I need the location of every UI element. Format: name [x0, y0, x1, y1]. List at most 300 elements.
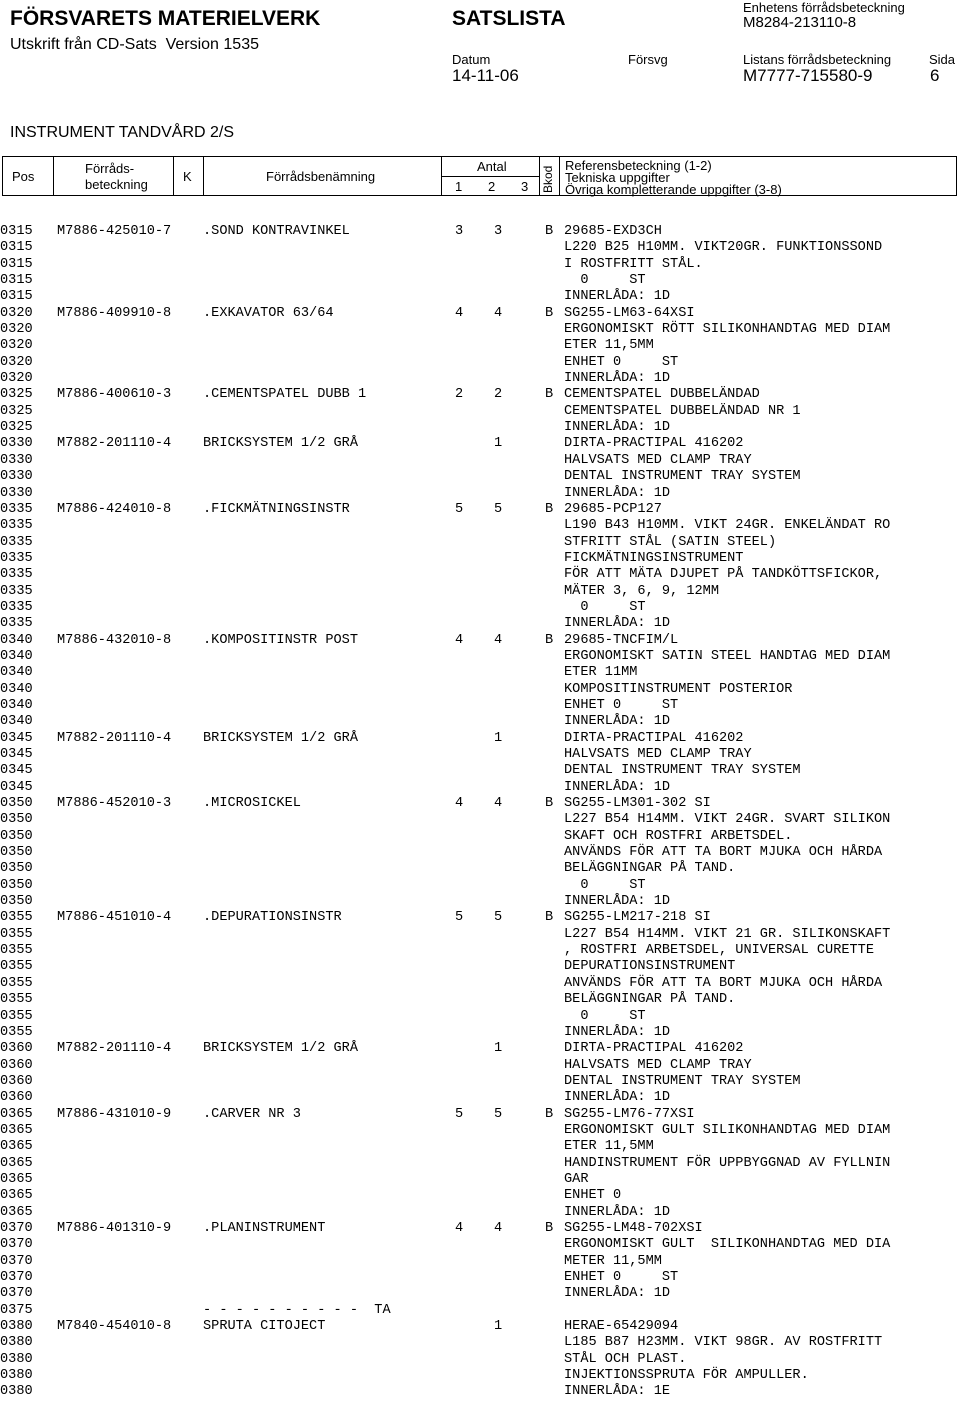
row-info: INJEKTIONSSPRUTA FÖR AMPULLER.	[564, 1368, 809, 1384]
row-info: DIRTA-PRACTIPAL 416202	[564, 730, 744, 746]
row-pos: 0335	[0, 534, 33, 550]
table-row	[0, 714, 960, 730]
row-info: INNERLÅDA: 1D	[564, 420, 671, 436]
page-number: 6	[930, 66, 940, 85]
row-pos: 0355	[0, 1008, 33, 1024]
table-row	[0, 1352, 960, 1368]
row-designation: M7886-452010-3	[57, 796, 172, 812]
row-pos: 0320	[0, 322, 33, 338]
row-info: INNERLÅDA: 1D	[564, 714, 671, 730]
table-row	[0, 959, 960, 975]
column-k: K	[183, 169, 192, 184]
table-row	[0, 355, 960, 371]
row-pos: 0315	[0, 224, 33, 239]
table-row	[0, 338, 960, 354]
table-row	[0, 306, 960, 322]
row-info: ENHET 0 ST	[564, 697, 679, 713]
row-pos: 0355	[0, 959, 33, 975]
column-antal-3: 3	[521, 179, 529, 194]
row-pos: 0320	[0, 371, 33, 387]
table-row	[0, 910, 960, 926]
row-info: INNERLÅDA: 1D	[564, 1024, 671, 1040]
row-pos: 0340	[0, 681, 33, 697]
row-pos: 0335	[0, 567, 33, 583]
row-info: FÖR ATT MÄTA DJUPET PÅ TANDKÖTTSFICKOR,	[564, 567, 883, 583]
table-row	[0, 224, 960, 240]
row-info: BELÄGGNINGAR PÅ TAND.	[564, 861, 736, 877]
row-info: MÄTER 3, 6, 9, 12MM	[564, 583, 719, 599]
column-bkod: Bkod	[541, 165, 555, 193]
row-info: , ROSTFRI ARBETSDEL, UNIVERSAL CURETTE	[564, 943, 874, 959]
row-pos: 0375	[0, 1302, 33, 1318]
row-pos: 0370	[0, 1270, 33, 1285]
row-info: L227 B54 H14MM. VIKT 21 GR. SILIKONSKAFT	[564, 926, 891, 942]
row-pos: 0365	[0, 1106, 33, 1122]
row-qty-2: 4	[494, 632, 503, 648]
row-info: ENHET 0 ST	[564, 354, 679, 370]
row-designation: M7886-425010-7	[57, 224, 172, 239]
table-row	[0, 273, 960, 289]
table-row	[0, 829, 960, 845]
table-row	[0, 1090, 960, 1106]
row-qty-2: 2	[494, 387, 503, 403]
row-info: SG255-LM76-77XSI	[564, 1106, 695, 1122]
row-pos: 0335	[0, 550, 33, 566]
date-label: Datum	[452, 52, 491, 67]
row-pos: 0355	[0, 926, 33, 942]
table-row	[0, 633, 960, 649]
column-antal-1: 1	[455, 179, 463, 194]
table-row	[0, 1156, 960, 1172]
row-qty-1: 5	[455, 1106, 464, 1122]
row-info: INNERLÅDA: 1D	[564, 1090, 671, 1106]
column-ref-line1: Förråds-	[85, 161, 135, 176]
table-row	[0, 861, 960, 877]
row-info: 0 ST	[564, 273, 646, 289]
table-row	[0, 747, 960, 763]
row-qty-2: 5	[494, 501, 503, 517]
table-row	[0, 616, 960, 632]
row-pos: 0350	[0, 828, 33, 844]
row-info: DEPURATIONSINSTRUMENT	[564, 959, 736, 975]
row-pos: 0365	[0, 1204, 33, 1220]
row-pos: 0330	[0, 452, 33, 468]
row-name: BRICKSYSTEM 1/2 GRÅ	[203, 436, 358, 452]
row-pos: 0315	[0, 273, 33, 289]
row-name: .DEPURATIONSINSTR	[203, 910, 342, 926]
row-info: ERGONOMISKT GULT SILIKONHANDTAG MED DIAM	[564, 1122, 891, 1138]
row-info: 29685-TNCFIM/L	[564, 632, 679, 648]
row-designation: M7886-424010-8	[57, 501, 172, 517]
row-designation: M7886-409910-8	[57, 305, 172, 321]
table-row	[0, 1205, 960, 1221]
table-row	[0, 1139, 960, 1155]
table-row	[0, 731, 960, 747]
table-row	[0, 649, 960, 665]
row-pos: 0330	[0, 436, 33, 452]
row-info: INNERLÅDA: 1D	[564, 616, 671, 632]
page-label: Sida	[929, 52, 956, 67]
row-qty-2: 1	[494, 1041, 503, 1057]
row-info: ANVÄNDS FÖR ATT TA BORT MJUKA OCH HÅRDA	[564, 975, 883, 991]
table-row	[0, 453, 960, 469]
row-qty-1: 4	[455, 632, 464, 648]
row-designation: M7882-201110-4	[57, 436, 172, 452]
row-info: HERAE-65429094	[564, 1319, 679, 1335]
row-bkod: B	[545, 1220, 554, 1236]
row-pos: 0350	[0, 861, 33, 877]
column-ref-line2: beteckning	[85, 177, 148, 192]
row-info: ENHET 0	[564, 1188, 622, 1204]
row-pos: 0380	[0, 1384, 33, 1400]
row-pos: 0335	[0, 501, 33, 517]
row-info: STÅL OCH PLAST.	[564, 1351, 687, 1367]
table-row	[0, 486, 960, 502]
table-row	[0, 976, 960, 992]
row-qty-2: 5	[494, 1106, 503, 1122]
row-info: DIRTA-PRACTIPAL 416202	[564, 436, 744, 452]
table-row	[0, 1009, 960, 1025]
forsvg-label: Försvg	[628, 52, 668, 67]
row-pos: 0355	[0, 910, 33, 926]
row-info: FICKMÄTNINGSINSTRUMENT	[564, 550, 744, 566]
row-info: SG255-LM217-218 SI	[564, 910, 711, 926]
column-name: Förrådsbenämning	[266, 169, 376, 184]
table-row	[0, 1237, 960, 1253]
row-pos: 0345	[0, 779, 33, 795]
table-row	[0, 763, 960, 779]
row-pos: 0330	[0, 469, 33, 485]
row-info: ERGONOMISKT GULT SILIKONHANDTAG MED DIA	[564, 1237, 891, 1253]
document-type: SATSLISTA	[452, 7, 566, 30]
row-info: STFRITT STÅL (SATIN STEEL)	[564, 534, 777, 550]
row-pos: 0360	[0, 1073, 33, 1089]
row-pos: 0345	[0, 747, 33, 762]
row-name: .SOND KONTRAVINKEL	[203, 224, 350, 239]
row-info: DENTAL INSTRUMENT TRAY SYSTEM	[564, 469, 801, 485]
row-name: .FICKMÄTNINGSINSTR	[203, 501, 350, 517]
table-row	[0, 1107, 960, 1123]
row-info: 0 ST	[564, 599, 646, 615]
row-qty-1: 5	[455, 910, 464, 926]
row-pos: 0320	[0, 338, 33, 354]
table-row	[0, 698, 960, 714]
table-row	[0, 780, 960, 796]
table-row	[0, 436, 960, 452]
row-pos: 0320	[0, 354, 33, 370]
row-info: INNERLÅDA: 1D	[564, 1204, 671, 1220]
row-pos: 0340	[0, 648, 33, 664]
row-pos: 0335	[0, 518, 33, 534]
item-table	[0, 224, 960, 1401]
table-row	[0, 600, 960, 616]
row-pos: 0315	[0, 256, 33, 272]
row-pos: 0365	[0, 1188, 33, 1204]
row-qty-1: 3	[455, 224, 464, 239]
table-row	[0, 796, 960, 812]
row-pos: 0340	[0, 665, 33, 681]
row-info: INNERLÅDA: 1D	[564, 371, 671, 387]
row-bkod: B	[545, 224, 554, 239]
row-pos: 0365	[0, 1122, 33, 1138]
row-pos: 0345	[0, 730, 33, 746]
row-pos: 0325	[0, 420, 33, 436]
row-qty-1: 2	[455, 387, 464, 403]
row-pos: 0350	[0, 796, 33, 812]
row-info: HALVSATS MED CLAMP TRAY	[564, 452, 752, 468]
row-designation: M7882-201110-4	[57, 1041, 172, 1057]
row-info: 0 ST	[564, 877, 646, 893]
row-bkod: B	[545, 632, 554, 648]
row-pos: 0355	[0, 975, 33, 991]
row-info: HALVSATS MED CLAMP TRAY	[564, 1057, 752, 1073]
row-pos: 0355	[0, 943, 33, 959]
row-info: SG255-LM48-702XSI	[564, 1220, 703, 1236]
row-qty-1: 4	[455, 796, 464, 812]
row-info: GAR	[564, 1171, 589, 1187]
column-divider	[559, 157, 560, 195]
row-info: INNERLÅDA: 1D	[564, 894, 671, 910]
table-row	[0, 469, 960, 485]
row-designation: M7886-431010-9	[57, 1106, 172, 1122]
table-row	[0, 1123, 960, 1139]
table-row	[0, 502, 960, 518]
row-info: 29685-PCP127	[564, 501, 662, 517]
column-pos: Pos	[12, 169, 35, 184]
row-info: 29685-EXD3CH	[564, 224, 662, 239]
row-info: I ROSTFRITT STÅL.	[564, 256, 703, 272]
row-pos: 0335	[0, 583, 33, 599]
row-pos: 0380	[0, 1319, 33, 1335]
row-pos: 0350	[0, 894, 33, 910]
row-info: KOMPOSITINSTRUMENT POSTERIOR	[564, 681, 793, 697]
row-qty-2: 4	[494, 305, 503, 321]
table-row	[0, 943, 960, 959]
row-pos: 0370	[0, 1237, 33, 1253]
row-info: INNERLÅDA: 1D	[564, 485, 671, 501]
row-pos: 0370	[0, 1220, 33, 1236]
row-info: CEMENTSPATEL DUBBELÄNDAD	[564, 387, 760, 403]
table-row	[0, 1074, 960, 1090]
row-info: HANDINSTRUMENT FÖR UPPBYGGNAD AV FYLLNIN	[564, 1155, 891, 1171]
table-row	[0, 878, 960, 894]
row-name: BRICKSYSTEM 1/2 GRÅ	[203, 1041, 358, 1057]
row-info: L227 B54 H14MM. VIKT 24GR. SVART SILIKON	[564, 812, 891, 828]
row-info: L190 B43 H10MM. VIKT 24GR. ENKELÄNDAT RO	[564, 518, 891, 534]
row-qty-2: 4	[494, 1220, 503, 1236]
row-pos: 0325	[0, 403, 33, 419]
table-row	[0, 1058, 960, 1074]
row-info: ENHET 0 ST	[564, 1270, 679, 1285]
column-divider	[539, 157, 540, 195]
row-qty-2: 5	[494, 910, 503, 926]
row-pos: 0350	[0, 877, 33, 893]
row-info: BELÄGGNINGAR PÅ TAND.	[564, 992, 736, 1008]
table-row	[0, 1303, 960, 1319]
row-name: .CEMENTSPATEL DUBB 1	[203, 387, 367, 403]
column-divider	[53, 157, 54, 195]
row-pos: 0325	[0, 387, 33, 403]
row-qty-2: 1	[494, 436, 503, 452]
table-row	[0, 1221, 960, 1237]
table-row	[0, 387, 960, 403]
list-designation-label: Listans förrådsbeteckning	[743, 52, 892, 67]
row-designation: M7886-432010-8	[57, 632, 172, 648]
row-pos: 0370	[0, 1253, 33, 1269]
table-row	[0, 322, 960, 338]
row-name: - - - - - - - - - - TA	[203, 1302, 391, 1318]
row-info: INNERLÅDA: 1D	[564, 1286, 671, 1302]
column-divider	[173, 157, 174, 195]
column-header	[2, 156, 957, 196]
row-info: ETER 11MM	[564, 665, 638, 681]
date-value: 14-11-06	[452, 66, 519, 85]
print-source: Utskrift från CD-Sats Version 1535	[10, 36, 259, 53]
column-info-line3: Övriga kompletterande uppgifter (3-8)	[565, 182, 782, 197]
row-info: ERGONOMISKT RÖTT SILIKONHANDTAG MED DIAM	[564, 322, 891, 338]
row-designation: M7886-400610-3	[57, 387, 172, 403]
table-row	[0, 1319, 960, 1335]
table-row	[0, 894, 960, 910]
row-pos: 0380	[0, 1368, 33, 1384]
column-info-line1: Referensbeteckning (1-2)	[565, 158, 712, 173]
row-pos: 0350	[0, 845, 33, 861]
row-qty-2: 1	[494, 730, 503, 746]
row-pos: 0360	[0, 1041, 33, 1057]
row-pos: 0340	[0, 697, 33, 713]
row-info: INNERLÅDA: 1D	[564, 289, 671, 305]
row-pos: 0370	[0, 1286, 33, 1302]
row-pos: 0335	[0, 616, 33, 632]
row-pos: 0345	[0, 763, 33, 779]
table-row	[0, 404, 960, 420]
table-row	[0, 420, 960, 436]
table-row	[0, 812, 960, 828]
table-row	[0, 665, 960, 681]
table-row	[0, 551, 960, 567]
table-row	[0, 927, 960, 943]
table-row	[0, 1025, 960, 1041]
row-name: .KOMPOSITINSTR POST	[203, 632, 358, 648]
row-pos: 0340	[0, 714, 33, 730]
table-row	[0, 845, 960, 861]
unit-designation-label: Enhetens förrådsbeteckning	[743, 0, 905, 15]
row-pos: 0365	[0, 1139, 33, 1155]
table-row	[0, 1270, 960, 1286]
row-pos: 0360	[0, 1057, 33, 1073]
table-row	[0, 1041, 960, 1057]
row-pos: 0340	[0, 632, 33, 648]
row-name: .PLANINSTRUMENT	[203, 1220, 326, 1236]
table-row	[0, 682, 960, 698]
row-qty-1: 4	[455, 1220, 464, 1236]
row-info: L185 B87 H23MM. VIKT 98GR. AV ROSTFRITT	[564, 1335, 883, 1351]
table-row	[0, 371, 960, 387]
row-pos: 0365	[0, 1155, 33, 1171]
list-designation-value: M7777-715580-9	[743, 66, 873, 85]
row-bkod: B	[545, 1106, 554, 1122]
row-pos: 0315	[0, 289, 33, 305]
table-row	[0, 1335, 960, 1351]
column-antal-2: 2	[488, 179, 496, 194]
row-info: ETER 11,5MM	[564, 338, 654, 354]
row-pos: 0380	[0, 1335, 33, 1351]
table-row	[0, 1254, 960, 1270]
row-info: SG255-LM301-302 SI	[564, 796, 711, 812]
table-row	[0, 992, 960, 1008]
row-qty-2: 4	[494, 796, 503, 812]
row-info: CEMENTSPATEL DUBBELÄNDAD NR 1	[564, 403, 801, 419]
row-info: DENTAL INSTRUMENT TRAY SYSTEM	[564, 763, 801, 779]
row-info: ANVÄNDS FÖR ATT TA BORT MJUKA OCH HÅRDA	[564, 845, 883, 861]
row-pos: 0315	[0, 240, 33, 256]
row-bkod: B	[545, 501, 554, 517]
column-divider	[203, 157, 204, 195]
table-row	[0, 1286, 960, 1302]
row-info: SKAFT OCH ROSTFRI ARBETSDEL.	[564, 828, 793, 844]
row-info: DIRTA-PRACTIPAL 416202	[564, 1041, 744, 1057]
row-pos: 0380	[0, 1351, 33, 1367]
row-name: .EXKAVATOR 63/64	[203, 305, 334, 321]
row-info: METER 11,5MM	[564, 1253, 662, 1269]
row-designation: M7882-201110-4	[57, 730, 172, 746]
row-qty-2: 3	[494, 224, 503, 239]
row-info: 0 ST	[564, 1008, 646, 1024]
row-qty-1: 4	[455, 305, 464, 321]
row-bkod: B	[545, 910, 554, 926]
row-name: .CARVER NR 3	[203, 1106, 301, 1122]
row-info: ETER 11,5MM	[564, 1139, 654, 1155]
row-bkod: B	[545, 305, 554, 321]
row-name: SPRUTA CITOJECT	[203, 1319, 326, 1335]
row-info: L220 B25 H10MM. VIKT20GR. FUNKTIONSSOND	[564, 240, 883, 256]
table-row	[0, 584, 960, 600]
list-title: INSTRUMENT TANDVÅRD 2/S	[10, 124, 235, 141]
table-row	[0, 567, 960, 583]
table-row	[0, 289, 960, 305]
row-pos: 0335	[0, 599, 33, 615]
table-row	[0, 1172, 960, 1188]
unit-designation-value: M8284-213110-8	[743, 14, 857, 31]
row-designation: M7840-454010-8	[57, 1319, 172, 1335]
row-info: SG255-LM63-64XSI	[564, 305, 695, 321]
table-row	[0, 240, 960, 256]
table-row	[0, 535, 960, 551]
row-name: BRICKSYSTEM 1/2 GRÅ	[203, 730, 358, 746]
row-qty-2: 1	[494, 1319, 503, 1335]
row-designation: M7886-401310-9	[57, 1220, 172, 1236]
row-pos: 0365	[0, 1171, 33, 1187]
row-info: DENTAL INSTRUMENT TRAY SYSTEM	[564, 1073, 801, 1089]
table-row	[0, 257, 960, 273]
table-row	[0, 1368, 960, 1384]
row-info: ERGONOMISKT SATIN STEEL HANDTAG MED DIAM	[564, 648, 891, 664]
organization-title: FÖRSVARETS MATERIELVERK	[10, 7, 321, 30]
row-info: HALVSATS MED CLAMP TRAY	[564, 747, 752, 762]
row-pos: 0355	[0, 1024, 33, 1040]
row-designation: M7886-451010-4	[57, 910, 172, 926]
table-row	[0, 1188, 960, 1204]
row-bkod: B	[545, 796, 554, 812]
column-divider	[441, 176, 539, 177]
row-pos: 0350	[0, 812, 33, 828]
row-pos: 0355	[0, 992, 33, 1008]
row-info: INNERLÅDA: 1D	[564, 779, 671, 795]
row-qty-1: 5	[455, 501, 464, 517]
row-pos: 0330	[0, 485, 33, 501]
row-info: INNERLÅDA: 1E	[564, 1384, 671, 1400]
column-info-line2: Tekniska uppgifter	[565, 170, 670, 185]
